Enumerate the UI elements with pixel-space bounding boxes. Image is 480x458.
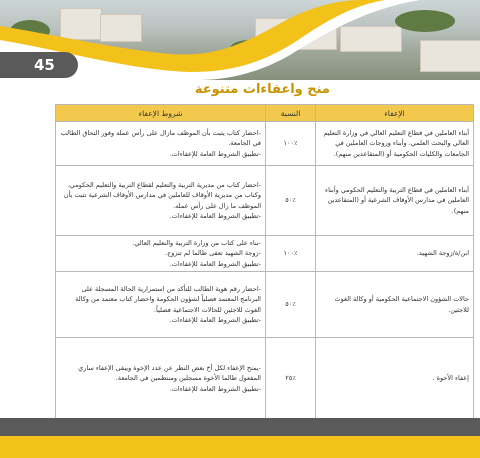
header-conditions: شروط الإعفاء (56, 105, 266, 122)
footer-yellow-band (0, 436, 480, 458)
exemption-cell: إعفاء الأخوة . (316, 338, 474, 420)
condition-line: -احضار كتاب يثبت بأن الموظف مازال على رأس عمله وفور التحاق الطالب في الجامعة. (60, 129, 261, 148)
section-title: منح واعفاءات متنوعة (194, 82, 330, 97)
condition-line: -بناء على كتاب من وزارة التربية والتعليم العالي. (132, 239, 261, 248)
conditions-cell (56, 236, 266, 272)
condition-line: -يمنح الإعفاء لكل أخ بغض النظر عن عدد الإخوة ويبقى الإعفاء ساري المفعول طالما الأخوة مسجلين ومنتظمين في الجامعة. (78, 364, 261, 383)
percentage-cell: ٪١٠٠ (266, 236, 316, 272)
percentage-cell: ٪٢٥ (266, 338, 316, 420)
exemption-cell: حالات الشؤون الاجتماعية الحكومية أو وكالة الغوث للاجئين. (316, 272, 474, 338)
percentage-cell: ٪٥٠ (266, 272, 316, 338)
condition-line: -زوجة الشهيد تعفى طالما لم تتزوج. (165, 249, 261, 258)
condition-line: -تطبيق الشروط العامة للإعفاءات. (169, 211, 261, 220)
percentage-cell: ٪٥٠ (266, 166, 316, 236)
table-row (56, 272, 474, 338)
exemptions-table (55, 104, 474, 420)
percentage-cell: ٪١٠٠ (266, 122, 316, 166)
condition-line: -تطبيق الشروط العامة للإعفاءات. (169, 384, 261, 393)
header-percentage: النسبة (266, 105, 316, 122)
header-banner (0, 0, 480, 80)
condition-line: -احضار رقم هوية الطالب للتأكد من استمرارية الحالة المسجلة على البرنامج المعتمد فصلياً لشؤون الحكومة واحضار كتاب معتمد من وكالة الغوث للاجئين للحالات الاجتماعية فصلياً. (75, 285, 261, 314)
condition-line: -تطبيق الشروط العامة للإعفاءات. (169, 259, 261, 268)
condition-line: -احضار كتاب من مديرية التربية والتعليم لقطاع التربية والتعليم الحكومي، وكتاب من مديرية الأوقاف للعاملين في مدارس الأوقاف الشرعية تثبت بأن الموظف ما زال على رأس عمله. (63, 181, 261, 210)
exemption-cell: ابن/ة/زوجة الشهيد. (316, 236, 474, 272)
page-number: 45 (34, 56, 55, 74)
table-header-row (56, 105, 474, 122)
header-exemption: الإعفاء (316, 105, 474, 122)
condition-line: -تطبيق الشروط العامة للإعفاءات. (169, 315, 261, 324)
table-row (56, 236, 474, 272)
conditions-cell (56, 338, 266, 420)
table-row (56, 122, 474, 166)
table-row (56, 166, 474, 236)
conditions-cell (56, 272, 266, 338)
conditions-cell (56, 122, 266, 166)
table-row (56, 338, 474, 420)
conditions-cell (56, 166, 266, 236)
exemption-cell: أبناء العاملين في قطاع التعليم العالي في وزارة التعليم العالي والبحث العلمي، وأبناء وزوجات العاملين في الجامعات والكليات الحكومية أو (المتقاعدين منهم). (316, 122, 474, 166)
exemption-cell: أبناء العاملين في قطاع التربية والتعليم الحكومي وأبناء العاملين في مدارس الأوقاف الشرعية أو (المتقاعدين منهم). (316, 166, 474, 236)
condition-line: -تطبيق الشروط العامة للإعفاءات. (169, 149, 261, 158)
